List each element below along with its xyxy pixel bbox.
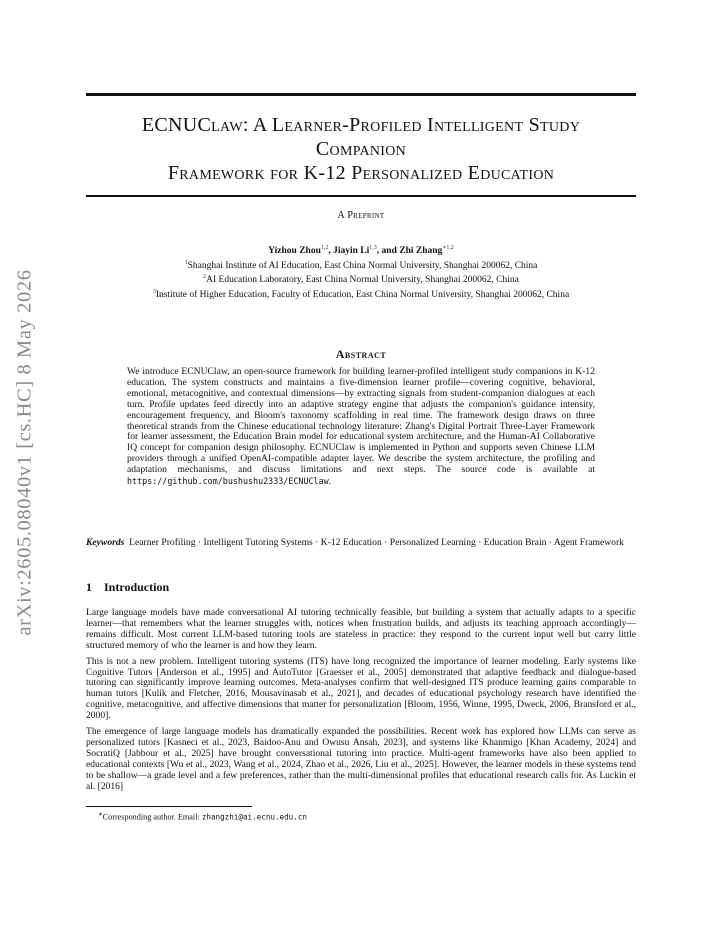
author-separator: , and <box>376 246 400 257</box>
affiliation-3-marker: 3 <box>152 288 156 295</box>
section-title: Introduction <box>104 580 170 594</box>
abstract-heading: Abstract <box>335 347 387 361</box>
title-line-1: ECNUClaw: A Learner-Profiled Intelligent Study <box>141 114 581 136</box>
author-block <box>86 243 636 302</box>
title-rule-top <box>86 93 636 96</box>
affiliation-2-marker: 2 <box>203 274 207 281</box>
affiliation-3 <box>86 287 636 302</box>
paragraph: This is not a new problem. Intelligent tutoring systems (ITS) have long recognized the importance of learner modeling. Early systems like Cognitive Tutors [Anderson et al., 1995] and AutoTutor [Graesser et al., 2005] demonstrated that adaptive feedback and dialogue-based tutoring can significantly improve learning outcomes. Meta-analyses confirm that well-designed ITS produce learning gains comparable to human tutors [Kulik and Fletcher, 2016, Mousavinasab et al., 2021], and decades of educational psychology research have identified the cognitive, metacognitive, and affective dimensions that matter for personalization [Bloom, 1956, Winne, 1995, Dweck, 2006, Bransford et al., 2000]. <box>86 655 636 722</box>
footnote-email[interactable]: zhangzhi@ai.ecnu.edu.cn <box>201 812 307 822</box>
arxiv-sidebar-stamp <box>10 262 40 642</box>
keywords-line <box>86 537 636 548</box>
title-rule-bottom <box>86 195 636 197</box>
footnote-rule <box>86 806 252 807</box>
introduction-body <box>86 608 636 798</box>
author-separator: , <box>328 246 334 257</box>
footnote-marker: ∗ <box>98 811 103 818</box>
author-1: Yizhou Zhou <box>268 246 321 257</box>
paragraph: Large language models have made conversational AI tutoring technically feasible, but building a system that actually adapts to a specific learner—that remembers what the learner struggles with, notices when frustration builds, and adjusts its teaching approach accordingly—remains difficult. Most current LLM-based tutoring tools are stateless in practice: they respond to the current input well but carry little structured memory of who the learner is and how they learn. <box>86 607 636 651</box>
author-1-affil: 1,2 <box>320 245 329 251</box>
abstract-body <box>127 367 595 488</box>
arxiv-identifier: arXiv:2605.08040v1 [cs.HC] 8 May 2026 <box>13 268 36 636</box>
abstract-text: We introduce ECNUClaw, an open-source framework for building learner-profiled intelligent study companions in K-12 education. The system constructs and maintains a five-dimension learner profile—covering cognitive, behavioral, emotional, metacognitive, and contextual dimensions—by extracting signals from student-companion dialogues at each turn. Profile updates feed directly into an adaptive strategy engine that adjusts the companion's guidance intensity, encouragement frequency, and Bloom's taxonomy scaffolding in real time. The framework design draws on three theoretical strands from the Chinese educational technology literature: Zhang's Digital Portrait Three-Layer Framework for learner assessment, the Education Brain model for educational system architecture, and the Human-AI Collaborative IQ concept for companion design philosophy. ECNUClaw is implemented in Python and supports seven Chinese LLM providers through a unified OpenAI-compatible adapter layer. We describe the system architecture, the profiling and adaptation mechanisms, and discuss limitations and next steps. The source code is available at <box>127 366 595 476</box>
author-2-affil: 1,3 <box>369 245 377 251</box>
author-2: Jiayin Li <box>333 246 370 257</box>
keywords-label: Keywords <box>86 537 125 548</box>
section-heading-introduction <box>86 580 169 595</box>
affiliation-1-marker: 1 <box>184 259 188 266</box>
footnote <box>98 810 307 822</box>
keywords-text: Learner Profiling · Intelligent Tutoring Systems · K-12 Education · Personalized Learning · Education Brain · Agent Framework <box>129 537 624 548</box>
affiliation-2 <box>86 272 636 287</box>
affiliation-1 <box>86 258 636 273</box>
footnote-text: Corresponding author. Email: <box>102 812 202 822</box>
title-line-2: Companion <box>315 138 407 160</box>
affiliation-1-text: Shanghai Institute of AI Education, East China Normal University, Shanghai 200062, China <box>187 260 538 271</box>
affiliation-3-text: Institute of Higher Education, Faculty of Education, East China Normal University, Shanghai 200062, China <box>155 290 570 301</box>
author-names <box>86 243 636 258</box>
author-3-affil: ∗1,2 <box>442 245 454 251</box>
affiliation-2-text: AI Education Laboratory, East China Normal University, Shanghai 200062, China <box>206 275 519 286</box>
preprint-label: A Preprint <box>337 210 385 221</box>
author-3: Zhi Zhang <box>399 246 443 257</box>
title-line-3: Framework for K-12 Personalized Education <box>167 162 555 184</box>
paragraph: The emergence of large language models has dramatically expanded the possibilities. Recent work has explored how LLMs can serve as personalized tutors [Kasneci et al., 2023, Baidoo-Anu and Owusu Ansah, 2023], and systems like Khanmigo [Khan Academy, 2024] and SocratiQ [Jabbour et al., 2025] have brought conversational tutoring into practice. Multi-agent frameworks have also been applied to educational contexts [Wu et al., 2023, Wang et al., 2024, Zhao et al., 2026, Liu et al., 2025]. However, the learner models in these systems tend to be shallow—a grade level and a few preferences, rather than the multi-dimensional profiles that educational research calls for. As Luckin et al. [2016] <box>86 726 636 792</box>
abstract-end: . <box>328 476 332 488</box>
source-code-link[interactable]: https://github.com/bushushu2333/ECNUClaw <box>127 476 329 487</box>
paper-title <box>86 113 636 185</box>
section-number: 1 <box>86 580 92 594</box>
